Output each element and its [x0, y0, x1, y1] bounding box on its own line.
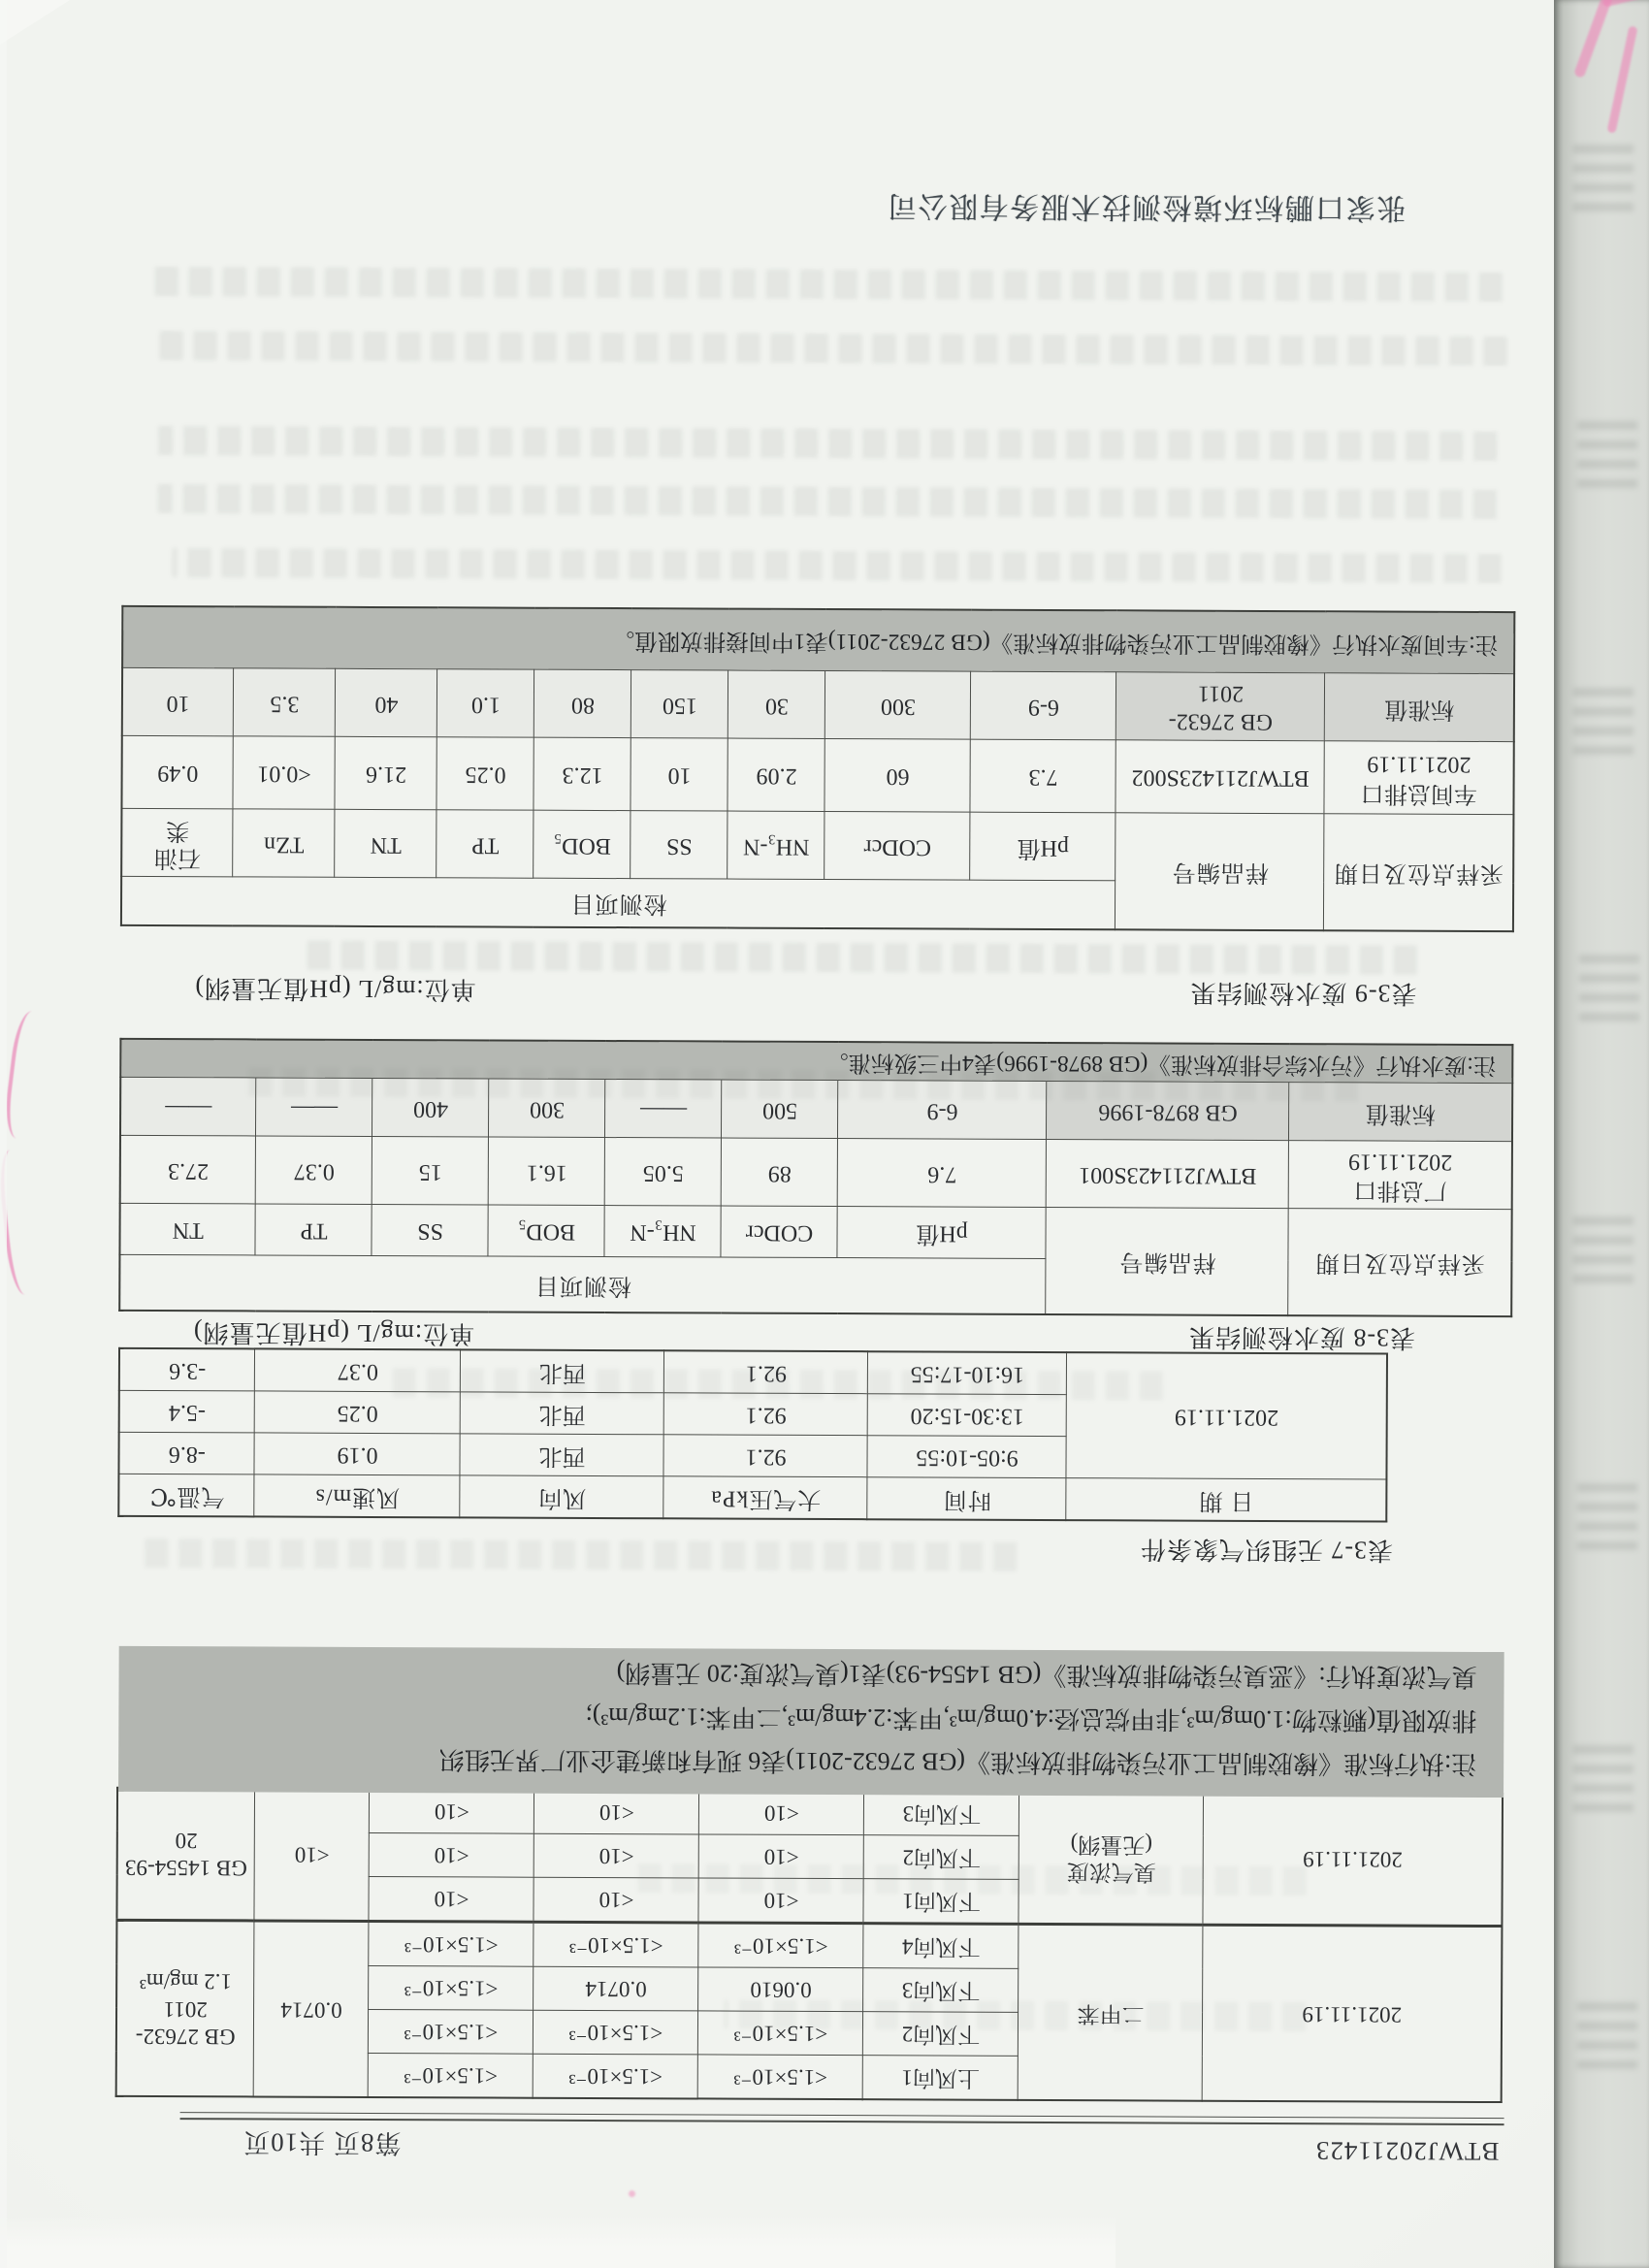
pressure-cell: 92.1 [664, 1350, 868, 1393]
value-cell: <10 [534, 1790, 699, 1834]
standard-label-cell: 标准值 [1325, 673, 1514, 742]
value-cell: <1.5×10⁻³ [698, 1923, 863, 1968]
point-cell: 下风向4 [863, 1924, 1018, 1969]
note-line: 排放限值(颗粒物:1.0mg/m³,非甲烷总烃:4.0mg/m³,甲苯:2.4mg/m³,二甲苯:1.2mg/m³); [585, 1701, 1477, 1734]
temp-cell: -8.6 [118, 1432, 254, 1474]
standard-value-cell: 6-9 [838, 1081, 1047, 1140]
sample-point: 厂总排口 [1353, 1177, 1447, 1204]
point-cell: 下风向3 [863, 1968, 1018, 2013]
param-header: TZn [233, 809, 335, 877]
value-cell: <1.5×10⁻³ [534, 2010, 698, 2055]
param-header: TN [119, 1204, 255, 1256]
pressure-cell: 92.1 [663, 1435, 867, 1477]
table-row [119, 1255, 1511, 1316]
wastewater-table-3-8 [118, 1038, 1513, 1317]
col-header-sample-id: 样品编号 [1116, 813, 1325, 930]
time-cell: 16:10-17:55 [868, 1351, 1067, 1394]
standard-basis-cell [1116, 672, 1325, 741]
page-edge-smudge [1579, 946, 1639, 1021]
standard-label-cell: 标准值 [1289, 1083, 1512, 1142]
bleedthrough-text [148, 331, 1506, 366]
standard-value-cell: —— [256, 1078, 372, 1137]
table-row [120, 1078, 1512, 1142]
wind-dir-cell: 西北 [461, 1392, 664, 1435]
value-cell: <1.5×10⁻³ [369, 1965, 534, 2010]
value-cell: 10 [630, 738, 728, 811]
param-header: TP [436, 810, 534, 878]
wind-speed-cell: 0.19 [254, 1433, 460, 1475]
point-cell: 下风向1 [863, 1879, 1018, 1925]
page-indicator: 第8页 共10页 [242, 2127, 402, 2158]
sample-point-cell [1324, 741, 1513, 815]
standard-basis-line: 2011 [1197, 680, 1245, 706]
page-left-edge [0, 0, 7, 2268]
table-row [122, 606, 1514, 674]
standard-basis-cell: GB 8978-1996 [1047, 1082, 1289, 1141]
company-name: 张家口鹏标环境检测技术服务有限公司 [886, 189, 1406, 224]
value-cell: 7.6 [838, 1139, 1047, 1208]
param-header: TN [335, 810, 436, 878]
value-cell: <10 [698, 1878, 863, 1924]
value-cell: 0.49 [121, 736, 233, 810]
table-3-8-title: 表3-8 废水检测结果 [1187, 1322, 1416, 1352]
standard-value-cell: 3.5 [234, 668, 336, 736]
pink-speck [629, 2190, 635, 2197]
standard-line: GB 14554-93 [124, 1855, 247, 1881]
table-3-9-unit: 单位:mg/L (pH值无量纲) [194, 974, 476, 1004]
page-edge-smudge [1573, 679, 1633, 755]
date-cell: 2021.11.19 [1066, 1352, 1387, 1479]
value-cell: <10 [370, 1832, 534, 1877]
col-header-temp: 气温℃ [118, 1474, 254, 1516]
standard-value-cell: —— [605, 1080, 722, 1139]
standard-value-cell: 300 [825, 671, 971, 740]
value-cell: <1.5×10⁻³ [534, 2054, 698, 2098]
page-edge-smudge [1573, 136, 1633, 211]
parameter-cell [1018, 1792, 1204, 1925]
table-row [120, 1039, 1512, 1084]
param-header: pH值 [837, 1207, 1046, 1259]
standard-value-cell: 300 [489, 1079, 605, 1138]
standard-value-cell: —— [120, 1078, 256, 1137]
col-header-point: 采样点位及日期 [1324, 814, 1514, 931]
value-cell: <1.5×10⁻³ [698, 2011, 863, 2056]
value-cell: <1.5×10⁻³ [369, 2053, 534, 2097]
value-cell: <0.01 [233, 736, 335, 809]
col-header-wind-dir: 风向 [460, 1475, 663, 1518]
parameter-line: 臭气浓度 [1066, 1860, 1156, 1885]
sample-date: 2021.11.19 [1367, 751, 1471, 778]
value-cell: 12.3 [534, 738, 630, 811]
param-header: SS [630, 811, 728, 879]
gas-results-table [115, 1787, 1504, 2103]
value-cell: 0.0610 [698, 1967, 863, 2012]
value-cell: 27.3 [120, 1136, 256, 1205]
col-header-time: 时间 [867, 1477, 1066, 1520]
standard-cell [116, 1788, 255, 1921]
point-cell: 上风向1 [863, 2056, 1018, 2100]
sample-point-cell [1289, 1141, 1512, 1210]
table-row [116, 2052, 1502, 2102]
standard-value-cell: 6-9 [971, 672, 1116, 741]
standard-value-cell: 150 [631, 670, 728, 738]
table-3-8-unit: 单位:mg/L (pH值无量纲) [192, 1318, 475, 1348]
value-cell: 0.37 [256, 1136, 372, 1205]
table-row [118, 1474, 1386, 1521]
param-header: NH₃-N [728, 812, 824, 880]
standards-note-block [118, 1646, 1504, 1798]
table-row [120, 1136, 1512, 1210]
bleedthrough-text [302, 941, 1417, 975]
value-cell: <10 [370, 1789, 534, 1833]
standard-value-cell: 400 [372, 1079, 489, 1138]
param-header: TP [255, 1204, 372, 1256]
table-note-cell: 注:车间废水执行《橡胶制品工业污染物排放标准》(GB 27632-2011)表1中间接排放限值。 [122, 606, 1514, 674]
value-cell: 0.0714 [534, 1966, 698, 2011]
col-header-parameters-group: 检测项目 [121, 877, 1116, 929]
bleedthrough-text [154, 267, 1503, 302]
value-cell: <10 [699, 1790, 864, 1834]
bleedthrough-text [158, 426, 1497, 461]
point-cell: 下风向2 [863, 2012, 1018, 2057]
time-cell: 9:05-10:55 [867, 1436, 1066, 1478]
value-cell: 21.6 [335, 737, 436, 810]
standard-line: GB 27632- [135, 2024, 236, 2049]
standard-value-cell: 80 [534, 670, 631, 738]
param-header: NH₃-N [604, 1206, 721, 1258]
sample-id-cell: BTWJ211423S002 [1116, 740, 1324, 814]
value-cell: <10 [369, 1876, 534, 1922]
table-row [118, 1432, 1386, 1479]
value-cell: 5.05 [605, 1138, 722, 1207]
value-cell: <1.5×10⁻³ [369, 1921, 534, 1966]
parameter-cell: 二甲苯 [1018, 1924, 1204, 2100]
value-cell: 60 [824, 739, 970, 813]
value-cell: <10 [699, 1834, 864, 1879]
value-cell: <10 [534, 1833, 699, 1878]
standard-value-cell: 30 [728, 671, 825, 739]
max-value-cell: <10 [254, 1788, 370, 1921]
param-label: 石油类 [153, 818, 201, 870]
table-3-9-title: 表3-9 废水检测结果 [1189, 978, 1417, 1008]
wind-speed-cell: 0.37 [255, 1348, 461, 1391]
wastewater-table-3-9 [120, 605, 1516, 932]
standard-value-cell: 40 [336, 669, 437, 737]
report-number: BTWJ20211423 [1314, 2136, 1500, 2167]
param-header: BOD₅ [534, 811, 630, 879]
param-header: pH值 [970, 813, 1116, 882]
page-corner [0, 0, 70, 45]
standard-line: 20 [175, 1829, 198, 1854]
page-edge-smudge [1577, 1474, 1637, 1550]
param-header: CODcr [721, 1207, 837, 1259]
wind-dir-cell: 西北 [460, 1434, 663, 1476]
point-cell: 下风向2 [864, 1835, 1019, 1880]
note-line: 臭气浓度执行:《恶臭污染物排放标准》(GB 14554-93)表1(臭气浓度:20 无量纲) [616, 1659, 1477, 1691]
table-3-7-title: 表3-7 无组织气象条件 [1139, 1535, 1394, 1565]
sample-point: 车间总排口 [1360, 780, 1477, 806]
standard-line: 1.2 mg/m³ [139, 1969, 233, 1994]
sampling-date-cell: 2021.11.19 [1203, 1925, 1503, 2102]
value-cell: <1.5×10⁻³ [698, 2055, 863, 2099]
standard-value-cell: 500 [722, 1081, 838, 1140]
point-cell: 下风向3 [864, 1791, 1019, 1835]
col-header-pressure: 大气压kPa [663, 1476, 867, 1519]
standard-basis-line: GB 27632- [1168, 708, 1274, 735]
value-cell: <1.5×10⁻³ [534, 1922, 698, 1967]
standard-value-cell: 10 [122, 668, 234, 737]
table-row [116, 1875, 1502, 1926]
page-edge-smudge [1577, 412, 1637, 488]
col-header-wind-speed: 风速m/s [254, 1474, 460, 1517]
bleedthrough-text [158, 484, 1497, 519]
header-rule [180, 2112, 1504, 2125]
param-header: CODcr [824, 812, 970, 881]
bleedthrough-text [172, 548, 1501, 583]
temp-cell: -5.4 [119, 1390, 255, 1433]
sample-date: 2021.11.19 [1348, 1149, 1453, 1175]
sampling-date-cell: 2021.11.19 [1203, 1793, 1503, 1927]
value-cell: 7.3 [970, 740, 1116, 814]
scanner-bed-edge [0, 2216, 1116, 2268]
col-header-parameters-group: 检测项目 [119, 1255, 1046, 1314]
weather-table [117, 1347, 1388, 1523]
parameter-line: (无量纲) [1070, 1832, 1153, 1858]
temp-cell: -3.6 [119, 1348, 255, 1391]
bleedthrough-text [144, 1539, 1017, 1571]
adjacent-page-edge [1554, 0, 1649, 2268]
value-cell: 0.25 [436, 737, 534, 810]
table-row [121, 877, 1513, 931]
table-note-cell: 注:废水执行《污水综合排放标准》(GB 8978-1996)表4中三级标准。 [120, 1039, 1512, 1084]
col-header-sample-id: 样品编号 [1046, 1208, 1288, 1315]
value-cell: 16.1 [489, 1137, 605, 1206]
param-header [121, 809, 233, 878]
page-edge-smudge [1573, 1736, 1633, 1812]
value-cell: <10 [534, 1877, 698, 1923]
sample-id-cell: BTWJ211423S001 [1047, 1140, 1289, 1209]
col-header-point: 采样点位及日期 [1288, 1209, 1511, 1316]
param-header: SS [372, 1205, 488, 1257]
col-header-date: 日 期 [1066, 1478, 1386, 1522]
wind-dir-cell: 西北 [461, 1349, 664, 1392]
value-cell: <1.5×10⁻³ [369, 2009, 534, 2054]
table-row [122, 668, 1514, 742]
value-cell: 89 [722, 1139, 838, 1208]
standard-line: 2011 [163, 1996, 208, 2022]
value-cell: 2.09 [728, 739, 824, 812]
time-cell: 13:30-15:20 [868, 1394, 1067, 1437]
wind-speed-cell: 0.25 [255, 1391, 461, 1434]
standard-value-cell: 1.0 [437, 669, 534, 737]
standard-cell [116, 1920, 255, 2096]
note-line: 注:执行标准《橡胶制品工业污染物排放标准》(GB 27632-2011)表6 现有和新建企业厂界无组织 [438, 1745, 1477, 1778]
page-edge-smudge [1573, 1208, 1633, 1283]
pressure-cell: 92.1 [664, 1393, 868, 1436]
max-value-cell: 0.0714 [254, 1921, 370, 2097]
value-cell: 15 [372, 1137, 489, 1206]
table-row [121, 736, 1513, 815]
param-header: BOD₅ [488, 1205, 604, 1257]
page-edge-smudge [1577, 1993, 1637, 2069]
